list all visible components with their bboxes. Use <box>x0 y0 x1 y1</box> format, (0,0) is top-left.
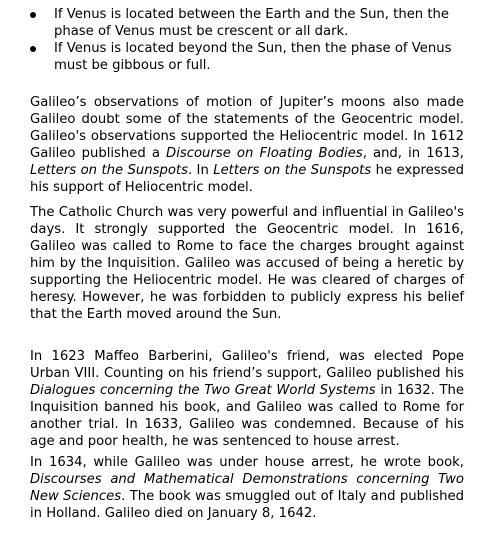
paragraph-text: . The book was smuggled out of Italy and published in Holland. Galileo died on January 8, 1642. <box>30 489 464 521</box>
book-title: Letters on the Sunspots <box>213 163 372 178</box>
paragraph-text: The Catholic Church was very powerful and influential in Galileo's days. It strongly supported the Geocentric model. In 1616, Galileo was called to Rome to face the charges brought against him by the Inquisition. Galileo was accused of being a heretic by supporting the Heliocentric model. He was cleared of charges of heresy. However, he was forbidden to publicly express his belief that the Earth moved around the Sun. <box>30 205 464 322</box>
paragraph-text: In 1634, while Galileo was under house arrest, he wrote book, <box>30 455 464 470</box>
book-title: Dialogues concerning the Two Great World Systems <box>30 383 376 398</box>
bullet-text: If Venus is located between the Earth and the Sun, then the phase of Venus must be crescent or all dark. <box>54 7 449 39</box>
paragraph-text: Galileo’s observations of motion of Jupiter’s moons also made Galileo doubt some of the statements of the Geocentric model. Galileo's observations supported the Heliocentric model. In 1612 Galileo published a <box>30 95 464 161</box>
bullet-text: If Venus is located beyond the Sun, then the phase of Venus must be gibbous or full. <box>54 41 452 73</box>
paragraph-catholic-church <box>30 204 464 323</box>
paragraph-text: in 1632. The Inquisition banned his book, and Galileo was called to Rome for another trial. In 1633, Galileo was condemned. Because of his age and poor health, he was sentenced to house arrest. <box>30 383 464 449</box>
paragraph-house-arrest <box>30 454 464 522</box>
paragraph-text: . In <box>187 163 214 178</box>
book-title: Discourse on Floating Bodies <box>166 146 363 161</box>
bullet-item <box>30 40 470 74</box>
bullet-list <box>30 6 470 74</box>
bullet-dot-icon <box>30 46 36 52</box>
paragraph-text: , and, in 1613, <box>362 146 464 161</box>
paragraph-text: he expressed his support of Heliocentric model. <box>30 163 464 195</box>
paragraph-pope-urban <box>30 348 464 450</box>
bullet-dot-icon <box>30 12 36 18</box>
paragraph-galileo-observations <box>30 94 464 196</box>
book-title: Discourses and Mathematical Demonstrations concerning Two New Sciences <box>30 472 464 504</box>
bullet-item <box>30 6 470 40</box>
book-title: Letters on the Sunspots <box>30 163 188 178</box>
paragraph-text: In 1623 Maffeo Barberini, Galileo's friend, was elected Pope Urban VIII. Counting on his friend’s support, Galileo published his <box>30 349 464 381</box>
